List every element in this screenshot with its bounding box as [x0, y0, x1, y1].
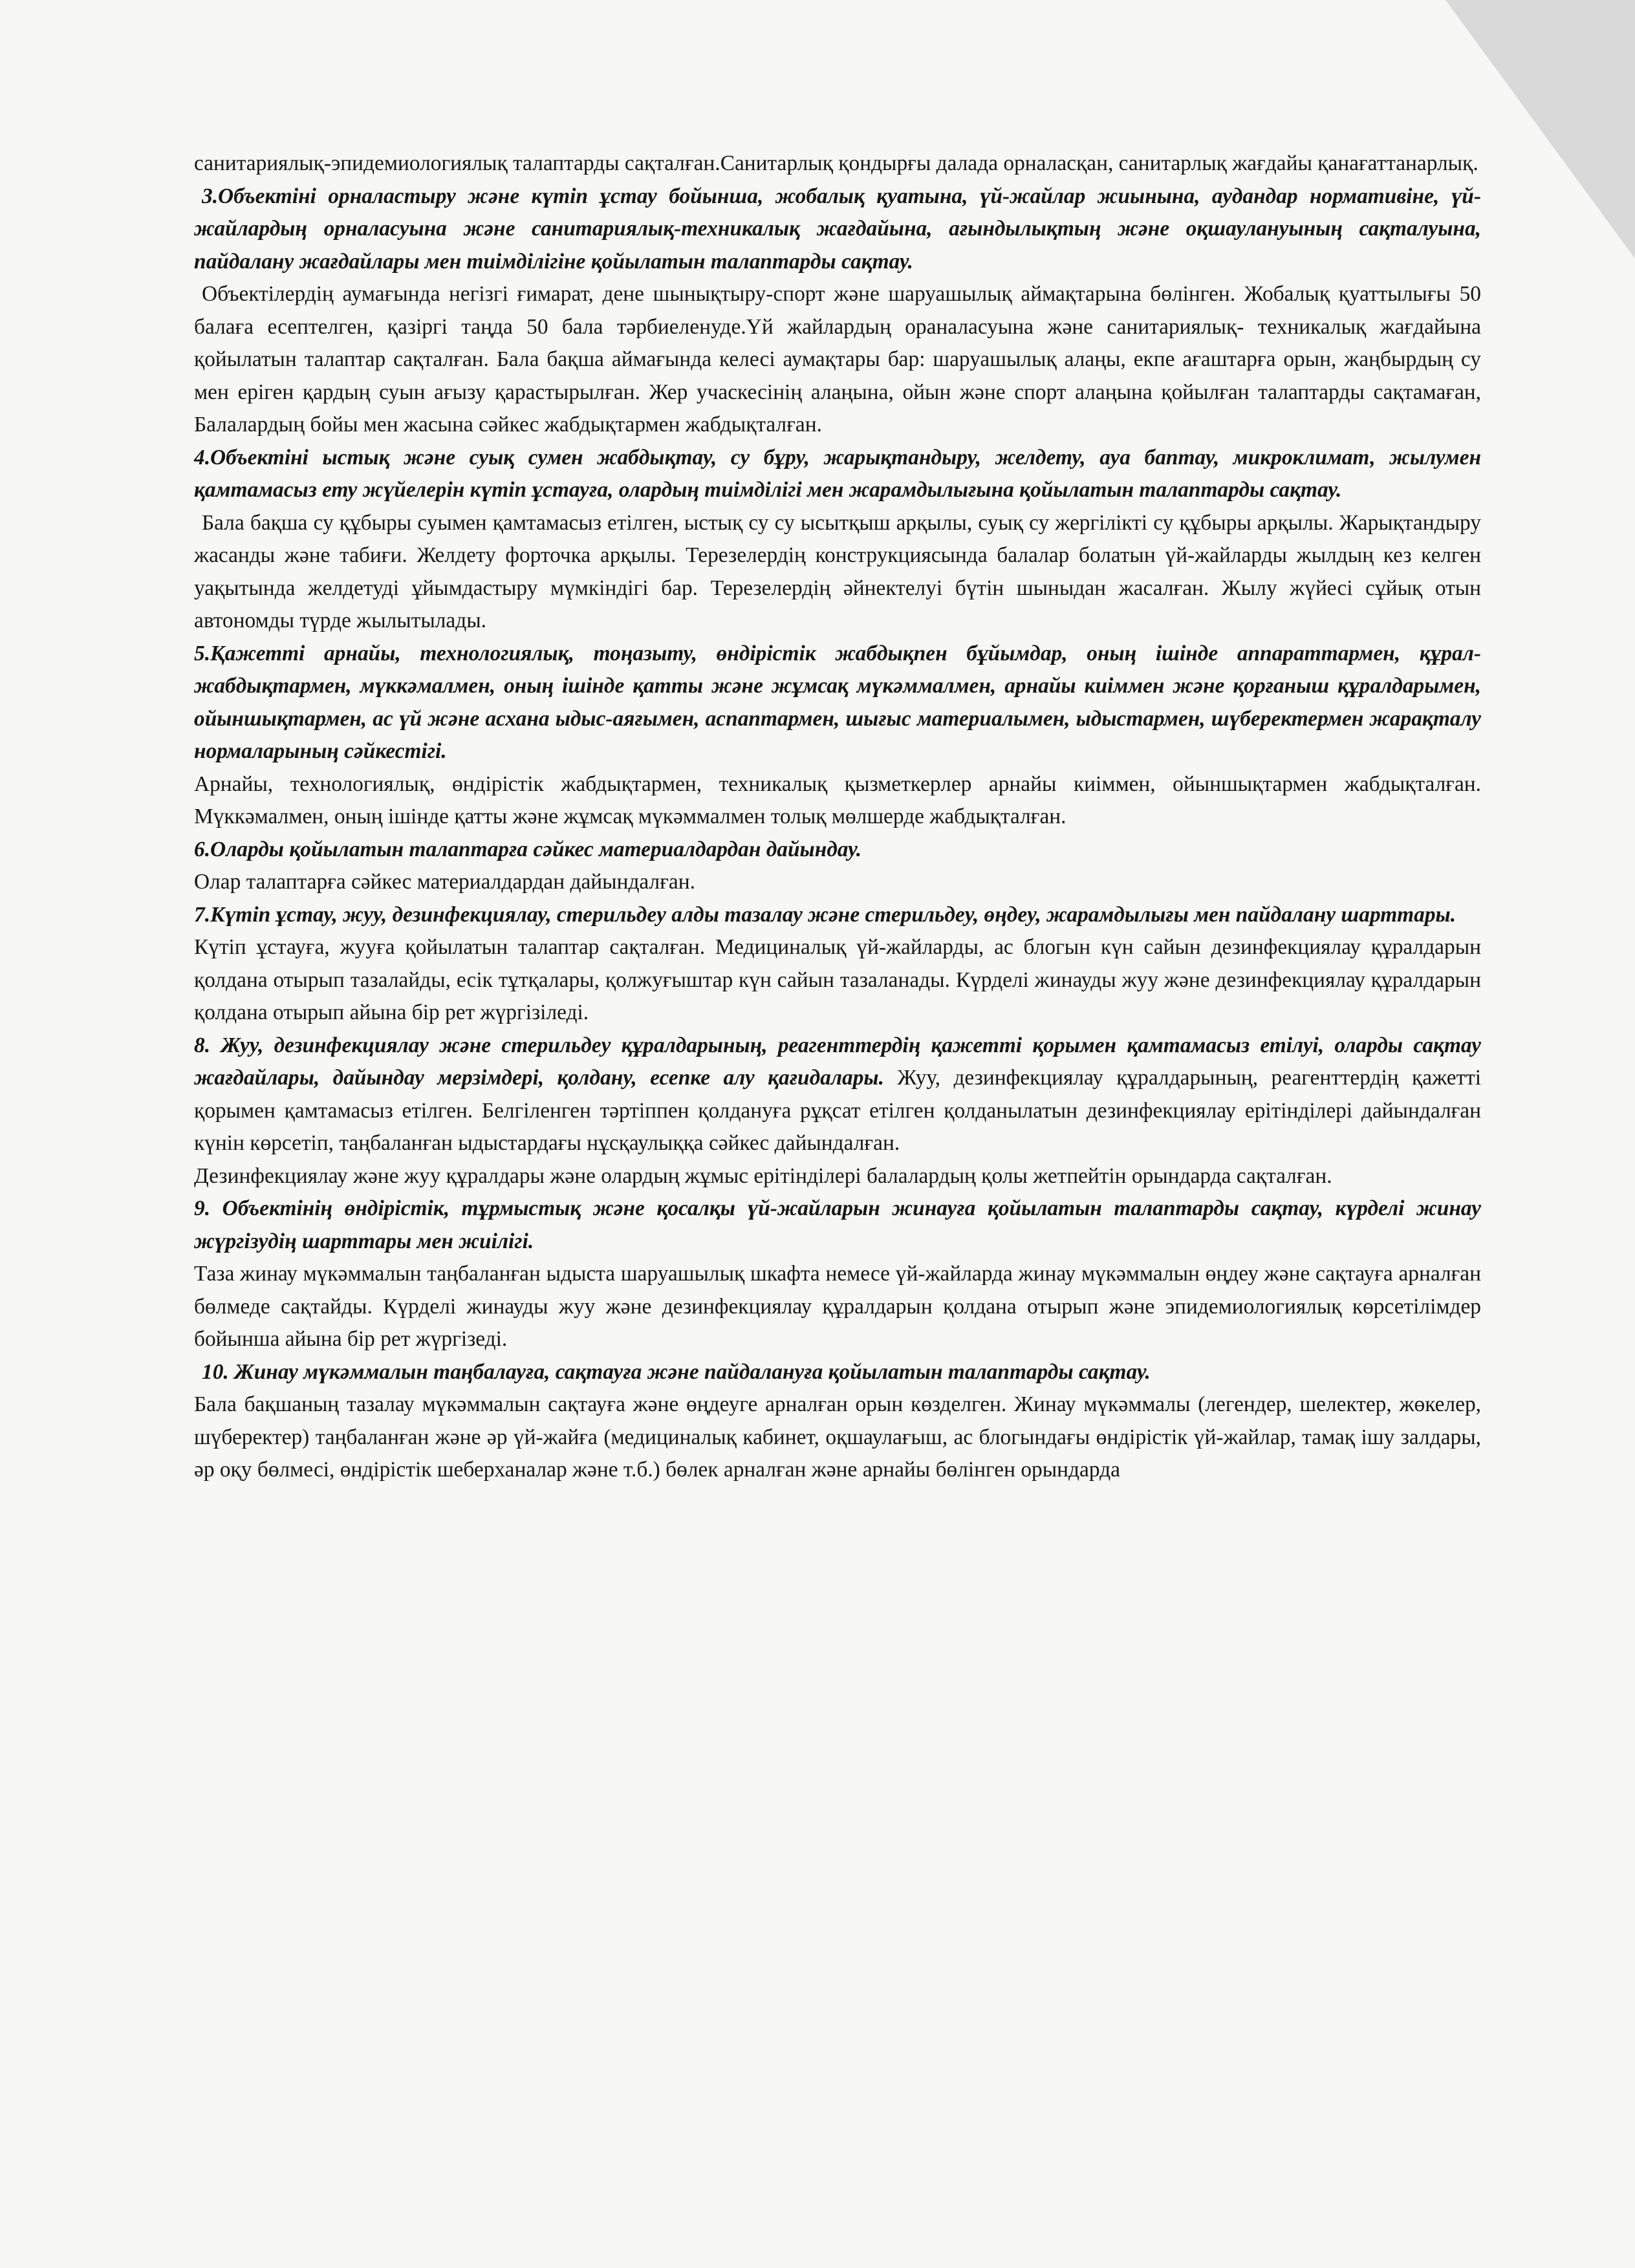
section-8-body: Жуу, дезинфекциялау құралдарының, реагенттердің қажетті қорымен қамтамасыз етілген. Белгіленген тәртіппен қолдануға рұқсат етілген қолданылатын дезинфекциялау ерітінділері дайындалған күнін көрсетіп, таңбаланған ыдыстардағы нұсқаулыққа сәйкес дайындалған. [194, 1066, 1481, 1155]
section-6-body: Олар талаптарға сәйкес материалдардан дайындалған. [194, 870, 695, 894]
section-3-heading: 3.Объектіні орналастыру және күтіп ұстау бойынша, жобалық қуатына, үй-жайлар жиынына, аудандар нормативіне, үй-жайлардың орналасуына және санитариялық-техникалық жағдайына, ағындылықтың және оқшауланyының сақталуына, пайдалану жағдайлары мен тиімділігіне қойылатын талаптарды сақтау. [194, 184, 1481, 274]
section-5-heading: 5.Қажетті арнайы, технологиялық, тоңазыту, өндірістік жабдықпен бұйымдар, оның ішінде аппараттармен, құрал-жабдықтармен, мүккәмалмен, оның ішінде қатты және жұмсақ мүкәммалмен, арнайы киіммен және қорғаныш құралдарымен, ойыншықтармен, ас үй және асхана ыдыс-аяғымен, аспаптармен, шығыс материалымен, ыдыстармен, шүберектермен жарақталу нормаларының сәйкестігі. [194, 641, 1481, 763]
section-9-heading: 9. Объектінің өндірістік, тұрмыстық және қосалқы үй-жайларын жинауға қойылатын талаптарды сақтау, күрделі жинау жүргізудің шарттары мен жиілігі. [194, 1196, 1481, 1253]
section-8-storage-body: Дезинфекциялау және жуу құралдары және олардың жұмыс ерітінділері балалардың қолы жетпейтін орындарда сақталған. [194, 1163, 1332, 1188]
section-7-heading: 7.Күтіп ұстау, жуу, дезинфекциялау, стерильдеу алды тазалау және стерильдеу, өңдеу, жарамдылығы мен пайдалану шарттары. [194, 902, 1456, 927]
section-8-paragraph [194, 1030, 1481, 1160]
section-8-heading: 8. Жуу, дезинфекциялау және стерильдеу құралдарының, реагенттердің қажетті қорымен қамтамасыз етілуі, оларды сақтау жағдайлары, дайындау мерзімдері, қолдану, есепке алу қағидалары. [194, 1033, 1481, 1090]
section-10-heading: 10. Жинау мүкәммалын таңбалауға, сақтауға және пайдалануға қойылатын талаптарды сақтау. [202, 1359, 1151, 1384]
section-7-body: Күтіп ұстауға, жууға қойылатын талаптар сақталған. Медициналық үй-жайларды, ас блогын күн сайын дезинфекциялау құралдарын қолдана отырып тазалайды, есік тұтқалары, қолжуғыштар күн сайын тазаланады. Күрделі жинауды жуу және дезинфекциялау құралдарын қолдана отырып айына бір рет жүргізіледі. [194, 935, 1481, 1024]
paragraph-sanitary-summary: санитариялық-эпидемиологиялық талаптарды сақталған.Санитарлық қондырғы далада орналасқан, санитарлық жағдайы қанағаттанарлық. [194, 151, 1478, 175]
section-9-body: Таза жинау мүкәммалын таңбаланған ыдыста шаруашылық шкафта немесе үй-жайларда жинау мүкәммалын өңдеу және сақтауға арналған бөлмеде сақтайды. Күрделі жинауды жуу және дезинфекциялау құралдарын қолдана отырып және эпидемиологиялық көрсетілімдер бойынша айына бір рет жүргізеді. [194, 1262, 1481, 1351]
section-6-heading: 6.Оларды қойылатын талаптарға сәйкес материалдардан дайындау. [194, 837, 862, 861]
section-10-body: Бала бақшаның тазалау мүкәммалын сақтауға және өңдеуге арналған орын көзделген. Жинау мүкәммалы (легендер, шелектер, жөкелер, шүберектер) таңбаланған және әр үй-жайға (медициналық кабинет, оқшаулағыш, ас блогындағы өндірістік үй-жайлар, тамақ ішу залдары, әр оқу бөлмесі, өндірістік шеберханалар және т.б.) бөлек арналған және арнайы бөлінген орындарда [194, 1392, 1481, 1482]
document-page [194, 147, 1481, 1487]
section-4-body: Бала бақша су құбыры суымен қамтамасыз етілген, ыстық су су ысытқыш арқылы, суық су жергілікті су құбыры арқылы. Жарықтандыру жасанды және табиғи. Желдету форточка арқылы. Терезелердің конструкциясында балалар болатын үй-жайларды жылдың кез келген уақытында желдетуді ұйымдастыру мүмкіндігі бар. Терезелердің әйнектелуі бүтін шыныдан жасалған. Жылу жүйесі сұйық отын автономды түрде жылытылады. [194, 510, 1481, 632]
section-3-body: Объектілердің аумағында негізгі ғимарат, дене шынықтыру-спорт және шаруашылық аймақтарына бөлінген. Жобалық қуаттылығы 50 балаға есептелген, қазіргі таңда 50 бала тәрбиеленуде.Үй жайлардың ораналасуына және санитариялық- техникалық жағдайына қойылатын талаптар сақталған. Бала бақша аймағында келесі аумақтары бар: шаруашылық алаңы, екпе ағаштарға орын, жаңбырдың су мен еріген қардың суын ағызу қарастырылған. Жер учаскесінің алаңына, ойын және спорт алаңына қойылған талаптарды сақтамаған, Балалардың бойы мен жасына сәйкес жабдықтармен жабдықталған. [194, 282, 1481, 437]
section-5-body: Арнайы, технологиялық, өндірістік жабдықтармен, техникалық қызметкерлер арнайы киіммен, ойыншықтармен жабдықталған. Мүккәмалмен, оның ішінде қатты және жұмсақ мүкәммалмен толық мөлшерде жабдықталған. [194, 772, 1481, 828]
section-4-heading: 4.Объектіні ыстық және суық сумен жабдықтау, су бұру, жарықтандыру, желдету, ауа баптау, микроклимат, жылумен қамтамасыз ету жүйелерін күтіп ұстауға, олардың тиімділігі мен жарамдылығына қойылатын талаптарды сақтау. [194, 445, 1481, 502]
